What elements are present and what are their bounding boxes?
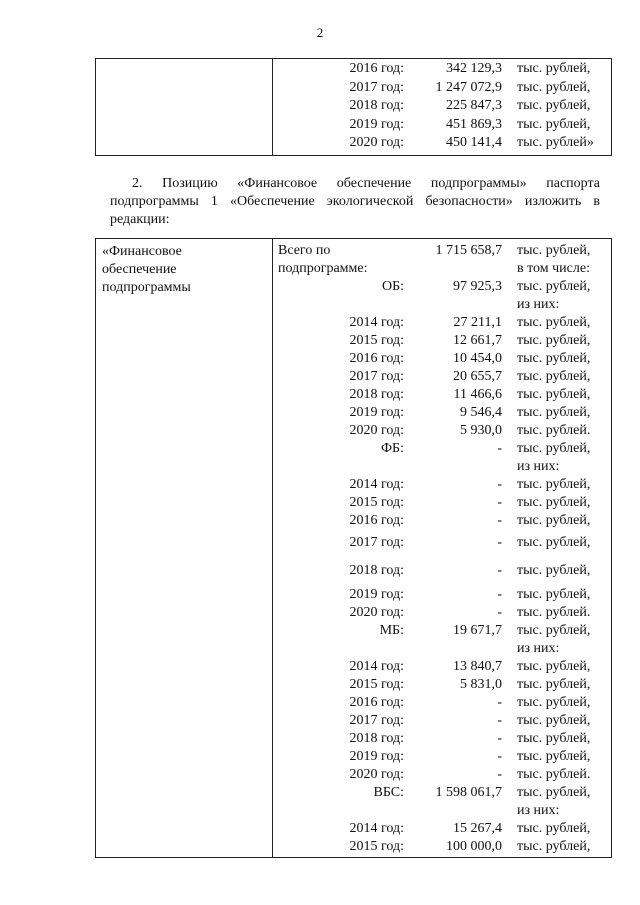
total-label [278, 242, 367, 278]
row-value: - [497, 767, 502, 782]
table-row [96, 748, 613, 766]
row-unit: тыс. рублей, [517, 535, 591, 550]
row-value: - [497, 587, 502, 602]
row-unit: тыс. рублей, [517, 839, 591, 854]
row-label: 2016 год: [349, 513, 404, 528]
row-label: 2015 год: [349, 495, 404, 510]
amendment-paragraph [110, 175, 600, 229]
row-unit: тыс. рублей, [517, 98, 591, 113]
table-row [96, 562, 613, 580]
row-value: 12 661,7 [453, 333, 502, 348]
row-value: 450 141,4 [446, 135, 502, 150]
row-label: 2018 год: [349, 563, 404, 578]
row-value: 1 598 061,7 [435, 785, 502, 800]
table-row [96, 116, 613, 134]
row-label: 2017 год: [349, 369, 404, 384]
row-unit-note: из них: [517, 641, 560, 656]
table-row [96, 97, 613, 115]
row-label: 2019 год: [349, 749, 404, 764]
row-label: 2019 год: [349, 587, 404, 602]
row-unit: тыс. рублей, [517, 61, 591, 76]
row-unit: тыс. рублей. [517, 767, 591, 782]
row-value: 27 211,1 [453, 315, 502, 330]
table-row [96, 730, 613, 748]
row-unit: тыс. рублей, [517, 731, 591, 746]
row-label: 2020 год: [349, 423, 404, 438]
paragraph-line-1: 2. Позицию «Финансовое обеспечение подпрограммы» паспорта [132, 176, 600, 191]
table-row [96, 694, 613, 712]
row-unit: тыс. рублей, [517, 563, 591, 578]
table-row [96, 386, 613, 404]
table-row [96, 368, 613, 386]
total-unit-line: тыс. рублей, [517, 243, 591, 258]
row-unit: тыс. рублей, [517, 749, 591, 764]
row-label: 2014 год: [349, 477, 404, 492]
row-value: 451 869,3 [446, 116, 502, 132]
position-title-line: «Финансовое [102, 244, 182, 259]
paragraph-line-2: подпрограммы 1 «Обеспечение экологической безопасности» изложить в [110, 194, 600, 209]
row-label: 2015 год: [349, 677, 404, 692]
top-table [95, 58, 612, 156]
paragraph-line-3: редакции: [110, 212, 170, 227]
row-unit: тыс. рублей, [517, 513, 591, 528]
row-label: 2014 год: [349, 821, 404, 836]
table-row [96, 332, 613, 350]
row-label: 2014 год: [349, 659, 404, 674]
row-label: 2019 год: [349, 405, 404, 420]
row-value: - [497, 713, 502, 728]
row-value: 9 546,4 [460, 405, 502, 420]
row-value: 5 831,0 [460, 677, 502, 692]
table-row [96, 622, 613, 658]
table-row [96, 79, 613, 97]
row-label: 2020 год: [349, 135, 404, 150]
row-value: 100 000,0 [446, 839, 502, 854]
table-row [96, 838, 613, 856]
table-row [96, 494, 613, 512]
row-label: 2019 год: [349, 116, 404, 132]
row-value: - [497, 477, 502, 492]
row-label: 2016 год: [349, 351, 404, 366]
row-value: - [497, 749, 502, 764]
row-unit: тыс. рублей, [517, 116, 591, 132]
row-value: 5 930,0 [460, 423, 502, 438]
row-unit: тыс. рублей, [517, 405, 591, 420]
row-value: 11 466,6 [453, 387, 502, 402]
table-row [96, 404, 613, 422]
main-table [95, 238, 612, 858]
row-label: 2017 год: [349, 79, 404, 95]
position-title-line: подпрограммы [102, 280, 191, 295]
table-row [96, 658, 613, 676]
row-unit: тыс. рублей, [517, 587, 591, 602]
row-unit: тыс. рублей, [517, 279, 591, 294]
row-value: 225 847,3 [446, 98, 502, 113]
row-label: 2016 год: [349, 695, 404, 710]
row-unit: тыс. рублей, [517, 315, 591, 330]
row-value: 19 671,7 [453, 623, 502, 638]
table-row [96, 676, 613, 694]
row-unit: тыс. рублей, [517, 677, 591, 692]
row-value: 13 840,7 [453, 659, 502, 674]
row-label: 2018 год: [349, 731, 404, 746]
total-label-line: подпрограмме: [278, 261, 368, 276]
table-row [96, 440, 613, 476]
table-row [96, 60, 613, 78]
table-row [96, 134, 613, 152]
row-label: МБ: [379, 623, 404, 638]
row-label: 2016 год: [349, 61, 404, 76]
row-value: 1 247 072,9 [435, 79, 502, 95]
row-value: 97 925,3 [453, 279, 502, 294]
row-label: 2015 год: [349, 839, 404, 854]
row-label: 2018 год: [349, 387, 404, 402]
table-row [96, 586, 613, 604]
table-row [96, 766, 613, 784]
row-unit: тыс. рублей» [517, 135, 594, 150]
page-number: 2 [316, 25, 324, 40]
row-value: 342 129,3 [446, 61, 502, 76]
row-unit: тыс. рублей, [517, 713, 591, 728]
row-unit: тыс. рублей, [517, 821, 591, 836]
row-unit: тыс. рублей, [517, 477, 591, 492]
row-value: - [497, 441, 502, 456]
row-value: - [497, 495, 502, 510]
total-label-line: Всего по [278, 243, 331, 258]
row-value: 10 454,0 [453, 351, 502, 366]
table-row [96, 820, 613, 838]
row-unit: тыс. рублей, [517, 79, 591, 95]
row-label: 2018 год: [349, 98, 404, 113]
table-row [96, 712, 613, 730]
row-unit: тыс. рублей, [517, 369, 591, 384]
row-label: 2020 год: [349, 767, 404, 782]
total-unit [517, 242, 590, 278]
position-title-line: обеспечение [102, 262, 177, 277]
table-row [96, 534, 613, 552]
row-unit-note: из них: [517, 297, 560, 312]
total-row [96, 242, 613, 278]
row-value: - [497, 695, 502, 710]
row-label: ВБС: [373, 785, 404, 800]
row-label: ФБ: [381, 441, 404, 456]
row-value: - [497, 731, 502, 746]
row-value: - [497, 535, 502, 550]
table-row [96, 512, 613, 530]
row-unit: тыс. рублей, [517, 387, 591, 402]
table-row [96, 278, 613, 314]
row-unit: тыс. рублей, [517, 695, 591, 710]
row-unit: тыс. рублей, [517, 623, 591, 638]
row-unit-note: из них: [517, 459, 560, 474]
row-unit: тыс. рублей, [517, 333, 591, 348]
row-value: - [497, 513, 502, 528]
row-label: 2015 год: [349, 333, 404, 348]
table-row [96, 604, 613, 622]
row-label: ОБ: [381, 279, 404, 294]
row-unit: тыс. рублей, [517, 351, 591, 366]
row-unit: тыс. рублей, [517, 495, 591, 510]
total-unit-line: в том числе: [517, 261, 590, 276]
table-row [96, 350, 613, 368]
row-value: 20 655,7 [453, 369, 502, 384]
row-unit: тыс. рублей. [517, 423, 591, 438]
row-label: 2014 год: [349, 315, 404, 330]
total-value: 1 715 658,7 [435, 243, 502, 258]
row-unit-note: из них: [517, 803, 560, 818]
row-value: - [497, 563, 502, 578]
row-unit: тыс. рублей, [517, 441, 591, 456]
row-unit: тыс. рублей, [517, 785, 591, 800]
table-row [96, 314, 613, 332]
row-value: - [497, 605, 502, 620]
row-value: 15 267,4 [453, 821, 502, 836]
row-label: 2020 год: [349, 605, 404, 620]
row-label: 2017 год: [349, 713, 404, 728]
row-unit: тыс. рублей, [517, 659, 591, 674]
table-row [96, 476, 613, 494]
table-row [96, 422, 613, 440]
table-row [96, 784, 613, 820]
row-unit: тыс. рублей. [517, 605, 591, 620]
row-label: 2017 год: [349, 535, 404, 550]
